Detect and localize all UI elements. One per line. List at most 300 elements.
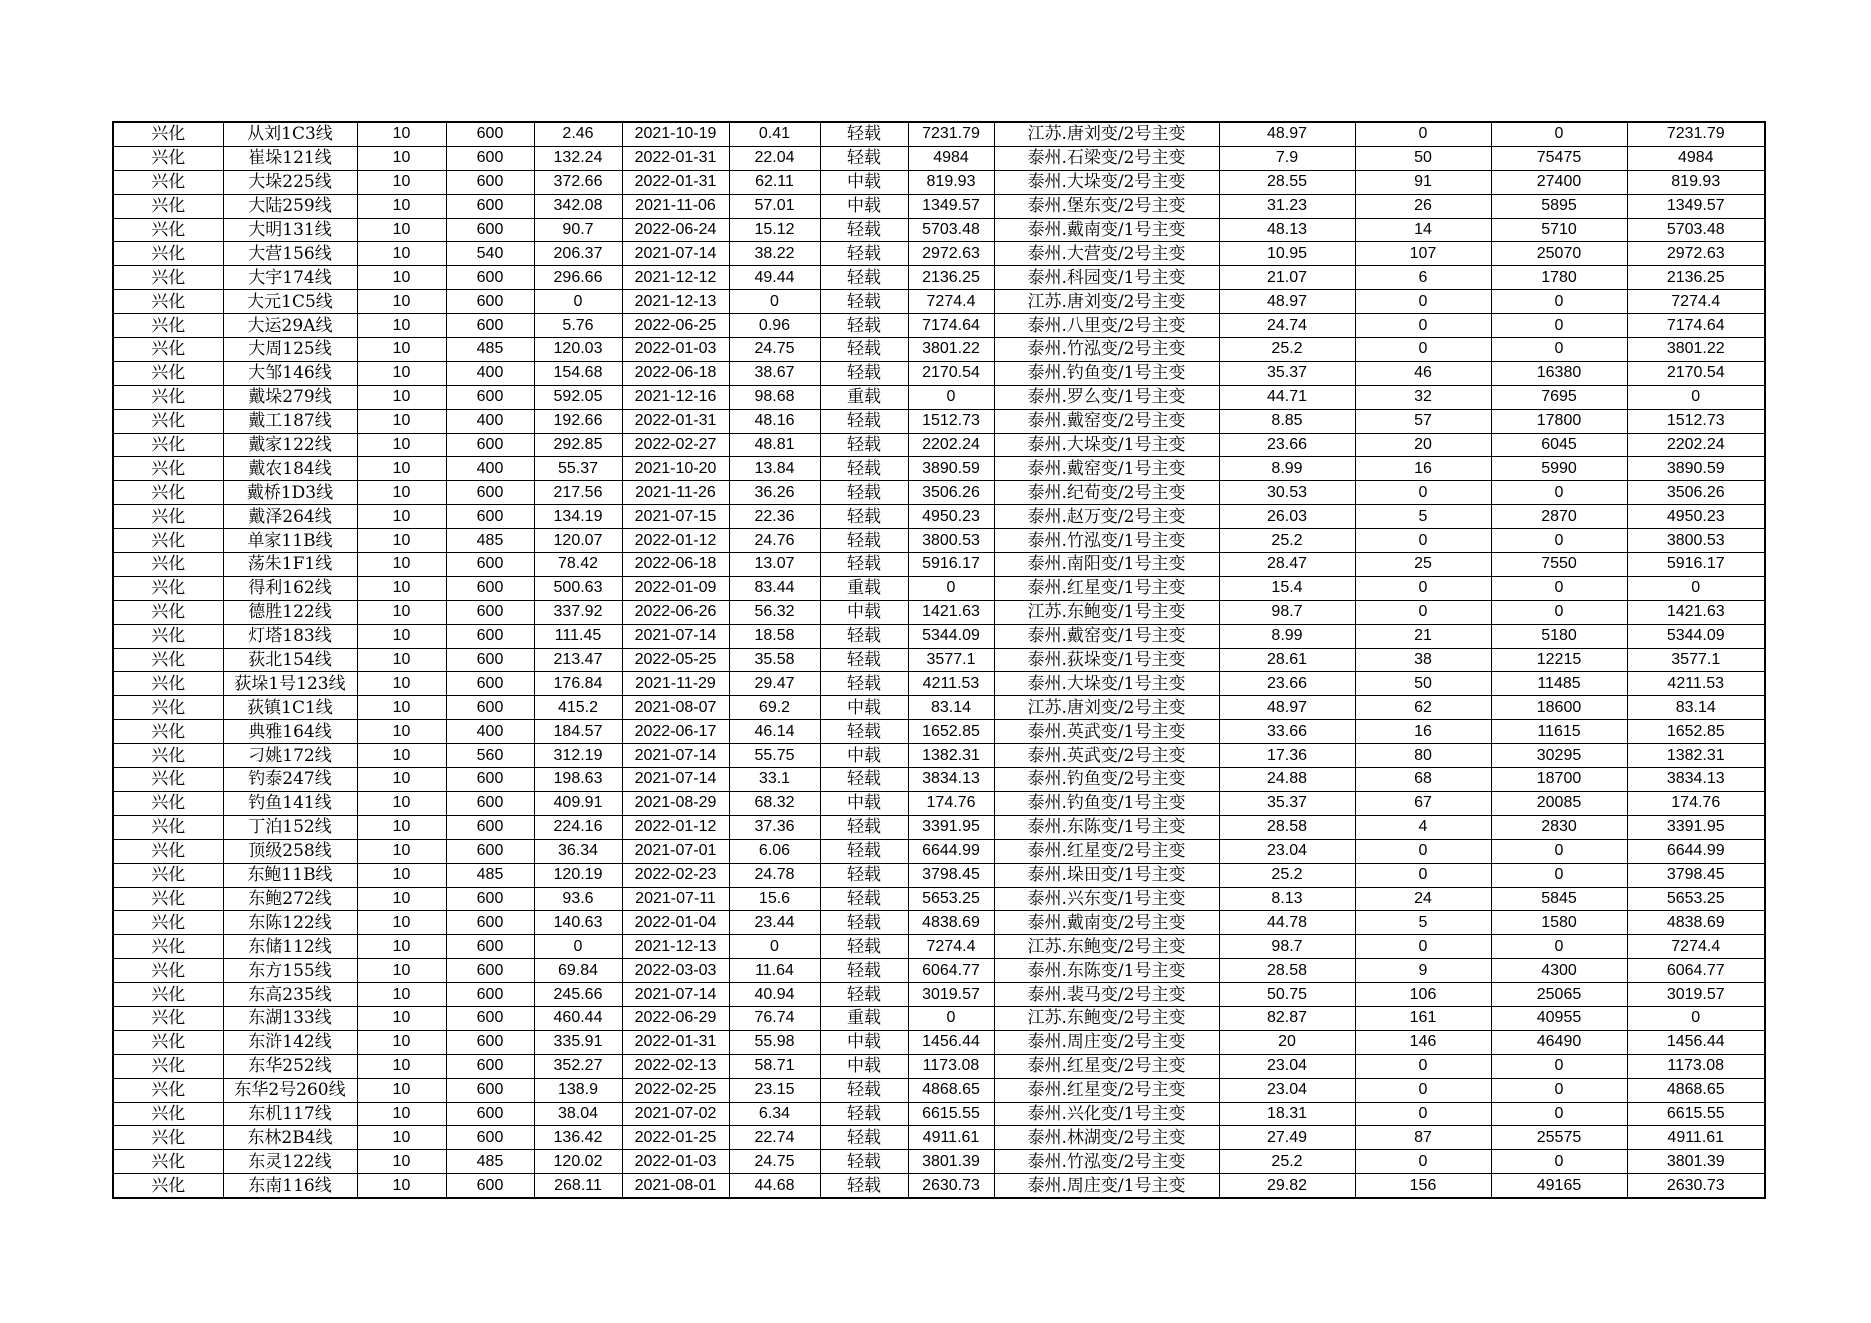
rated-current-cell: 600 [446,122,534,146]
transformer-load-rate-cell: 15.4 [1219,576,1355,600]
load-status-cell: 轻载 [820,1102,908,1126]
max-current-cell: 36.34 [534,839,622,863]
voltage-cell: 10 [357,433,446,457]
remaining-capacity-cell: 0 [1627,1006,1765,1030]
max-current-cell: 136.42 [534,1126,622,1150]
load-rate-cell: 6.06 [729,839,820,863]
substation-cell: 泰州.赵万变/2号主变 [994,505,1219,529]
date-cell: 2022-06-18 [622,553,729,577]
load-rate-cell: 35.58 [729,648,820,672]
rated-current-cell: 600 [446,553,534,577]
load-rate-cell: 46.14 [729,720,820,744]
remaining-capacity-cell: 2136.25 [1627,266,1765,290]
feeder-name-cell: 钓鱼141线 [223,791,357,815]
substation-cell: 泰州.竹泓变/2号主变 [994,338,1219,362]
transformer-load-rate-cell: 23.66 [1219,672,1355,696]
rated-current-cell: 600 [446,624,534,648]
remaining-capacity-cell: 7231.79 [1627,122,1765,146]
table-row [113,744,1765,768]
max-current-cell: 134.19 [534,505,622,529]
load-status-cell: 轻载 [820,314,908,338]
pending-count-cell: 161 [1355,1006,1491,1030]
remaining-capacity-cell: 5916.17 [1627,553,1765,577]
remaining-capacity-cell: 3800.53 [1627,529,1765,553]
load-status-cell: 轻载 [820,1174,908,1198]
pending-count-cell: 156 [1355,1174,1491,1198]
available-capacity-cell: 2630.73 [908,1174,994,1198]
rated-current-cell: 400 [446,720,534,744]
max-current-cell: 198.63 [534,768,622,792]
voltage-cell: 10 [357,409,446,433]
table-row [113,576,1765,600]
substation-cell: 泰州.戴窑变/1号主变 [994,457,1219,481]
feeder-name-cell: 大垛225线 [223,170,357,194]
load-status-cell: 轻载 [820,433,908,457]
rated-current-cell: 600 [446,576,534,600]
available-capacity-cell: 3506.26 [908,481,994,505]
pending-capacity-cell: 0 [1491,481,1627,505]
load-rate-cell: 13.84 [729,457,820,481]
transformer-load-rate-cell: 28.61 [1219,648,1355,672]
feeder-name-cell: 东灵122线 [223,1150,357,1174]
pending-capacity-cell: 0 [1491,122,1627,146]
table-row [113,959,1765,983]
load-rate-cell: 62.11 [729,170,820,194]
available-capacity-cell: 0 [908,1006,994,1030]
feeder-name-cell: 大陆259线 [223,194,357,218]
date-cell: 2021-07-02 [622,1102,729,1126]
feeder-name-cell: 荻镇1C1线 [223,696,357,720]
load-status-cell: 重载 [820,1006,908,1030]
region-cell: 兴化 [113,385,223,409]
date-cell: 2022-01-12 [622,529,729,553]
remaining-capacity-cell: 3834.13 [1627,768,1765,792]
load-status-cell: 中载 [820,1054,908,1078]
date-cell: 2022-02-27 [622,433,729,457]
date-cell: 2022-02-23 [622,863,729,887]
feeder-name-cell: 东方155线 [223,959,357,983]
remaining-capacity-cell: 3506.26 [1627,481,1765,505]
remaining-capacity-cell: 7174.64 [1627,314,1765,338]
rated-current-cell: 600 [446,887,534,911]
date-cell: 2021-10-19 [622,122,729,146]
transformer-load-rate-cell: 8.13 [1219,887,1355,911]
pending-count-cell: 46 [1355,361,1491,385]
date-cell: 2021-08-29 [622,791,729,815]
pending-capacity-cell: 2830 [1491,815,1627,839]
max-current-cell: 69.84 [534,959,622,983]
transformer-load-rate-cell: 50.75 [1219,983,1355,1007]
available-capacity-cell: 1456.44 [908,1030,994,1054]
pending-count-cell: 87 [1355,1126,1491,1150]
substation-cell: 泰州.钓鱼变/2号主变 [994,768,1219,792]
pending-count-cell: 0 [1355,1102,1491,1126]
pending-capacity-cell: 18600 [1491,696,1627,720]
date-cell: 2021-07-14 [622,624,729,648]
substation-cell: 泰州.红星变/1号主变 [994,576,1219,600]
voltage-cell: 10 [357,887,446,911]
transformer-load-rate-cell: 25.2 [1219,338,1355,362]
feeder-name-cell: 大运29A线 [223,314,357,338]
pending-capacity-cell: 0 [1491,529,1627,553]
load-rate-cell: 22.74 [729,1126,820,1150]
load-rate-cell: 23.44 [729,911,820,935]
available-capacity-cell: 6064.77 [908,959,994,983]
pending-capacity-cell: 46490 [1491,1030,1627,1054]
feeder-name-cell: 德胜122线 [223,600,357,624]
load-rate-cell: 76.74 [729,1006,820,1030]
pending-count-cell: 0 [1355,338,1491,362]
pending-capacity-cell: 0 [1491,1078,1627,1102]
rated-current-cell: 600 [446,1030,534,1054]
date-cell: 2021-11-29 [622,672,729,696]
voltage-cell: 10 [357,768,446,792]
available-capacity-cell: 3834.13 [908,768,994,792]
pending-count-cell: 50 [1355,672,1491,696]
load-rate-cell: 11.64 [729,959,820,983]
date-cell: 2021-11-26 [622,481,729,505]
pending-count-cell: 14 [1355,218,1491,242]
substation-cell: 泰州.钓鱼变/1号主变 [994,791,1219,815]
region-cell: 兴化 [113,481,223,505]
feeder-name-cell: 东华2号260线 [223,1078,357,1102]
available-capacity-cell: 4911.61 [908,1126,994,1150]
available-capacity-cell: 7174.64 [908,314,994,338]
pending-count-cell: 0 [1355,529,1491,553]
load-status-cell: 中载 [820,194,908,218]
table-row [113,1006,1765,1030]
remaining-capacity-cell: 4984 [1627,146,1765,170]
rated-current-cell: 600 [446,1102,534,1126]
table-row [113,1078,1765,1102]
substation-cell: 江苏.东鲍变/1号主变 [994,600,1219,624]
rated-current-cell: 600 [446,1078,534,1102]
voltage-cell: 10 [357,1150,446,1174]
region-cell: 兴化 [113,266,223,290]
remaining-capacity-cell: 2202.24 [1627,433,1765,457]
load-rate-cell: 56.32 [729,600,820,624]
transformer-load-rate-cell: 10.95 [1219,242,1355,266]
pending-capacity-cell: 16380 [1491,361,1627,385]
pending-count-cell: 20 [1355,433,1491,457]
remaining-capacity-cell: 2630.73 [1627,1174,1765,1198]
available-capacity-cell: 2972.63 [908,242,994,266]
table-row [113,122,1765,146]
region-cell: 兴化 [113,194,223,218]
load-status-cell: 轻载 [820,839,908,863]
region-cell: 兴化 [113,361,223,385]
region-cell: 兴化 [113,409,223,433]
date-cell: 2021-07-11 [622,887,729,911]
load-rate-cell: 83.44 [729,576,820,600]
load-rate-cell: 24.76 [729,529,820,553]
load-status-cell: 轻载 [820,242,908,266]
load-status-cell: 轻载 [820,529,908,553]
max-current-cell: 415.2 [534,696,622,720]
transformer-load-rate-cell: 48.13 [1219,218,1355,242]
available-capacity-cell: 5916.17 [908,553,994,577]
date-cell: 2022-05-25 [622,648,729,672]
load-rate-cell: 15.6 [729,887,820,911]
transformer-load-rate-cell: 21.07 [1219,266,1355,290]
load-status-cell: 重载 [820,385,908,409]
transformer-load-rate-cell: 31.23 [1219,194,1355,218]
date-cell: 2021-07-14 [622,242,729,266]
load-rate-cell: 55.98 [729,1030,820,1054]
available-capacity-cell: 0 [908,385,994,409]
substation-cell: 泰州.戴窑变/1号主变 [994,624,1219,648]
date-cell: 2022-06-18 [622,361,729,385]
region-cell: 兴化 [113,839,223,863]
substation-cell: 泰州.戴南变/2号主变 [994,911,1219,935]
region-cell: 兴化 [113,529,223,553]
remaining-capacity-cell: 6615.55 [1627,1102,1765,1126]
pending-capacity-cell: 12215 [1491,648,1627,672]
available-capacity-cell: 3801.22 [908,338,994,362]
remaining-capacity-cell: 174.76 [1627,791,1765,815]
load-status-cell: 中载 [820,600,908,624]
max-current-cell: 224.16 [534,815,622,839]
feeder-load-table [112,121,1766,1199]
available-capacity-cell: 4868.65 [908,1078,994,1102]
region-cell: 兴化 [113,983,223,1007]
feeder-name-cell: 戴家122线 [223,433,357,457]
voltage-cell: 10 [357,529,446,553]
date-cell: 2022-01-04 [622,911,729,935]
pending-capacity-cell: 5710 [1491,218,1627,242]
max-current-cell: 460.44 [534,1006,622,1030]
available-capacity-cell: 1512.73 [908,409,994,433]
feeder-name-cell: 东鲍11B线 [223,863,357,887]
date-cell: 2022-06-29 [622,1006,729,1030]
load-status-cell: 轻载 [820,768,908,792]
pending-count-cell: 0 [1355,314,1491,338]
load-rate-cell: 44.68 [729,1174,820,1198]
max-current-cell: 90.7 [534,218,622,242]
substation-cell: 泰州.竹泓变/2号主变 [994,1150,1219,1174]
date-cell: 2021-12-16 [622,385,729,409]
remaining-capacity-cell: 7274.4 [1627,290,1765,314]
load-status-cell: 轻载 [820,122,908,146]
region-cell: 兴化 [113,146,223,170]
transformer-load-rate-cell: 28.58 [1219,959,1355,983]
date-cell: 2021-07-14 [622,983,729,1007]
voltage-cell: 10 [357,791,446,815]
pending-count-cell: 0 [1355,1078,1491,1102]
pending-count-cell: 38 [1355,648,1491,672]
region-cell: 兴化 [113,696,223,720]
table-row [113,1174,1765,1198]
feeder-name-cell: 戴桥1D3线 [223,481,357,505]
region-cell: 兴化 [113,600,223,624]
available-capacity-cell: 1652.85 [908,720,994,744]
feeder-name-cell: 大元1C5线 [223,290,357,314]
pending-count-cell: 67 [1355,791,1491,815]
voltage-cell: 10 [357,1126,446,1150]
region-cell: 兴化 [113,433,223,457]
max-current-cell: 296.66 [534,266,622,290]
rated-current-cell: 600 [446,194,534,218]
pending-capacity-cell: 0 [1491,839,1627,863]
voltage-cell: 10 [357,696,446,720]
max-current-cell: 93.6 [534,887,622,911]
available-capacity-cell: 3019.57 [908,983,994,1007]
voltage-cell: 10 [357,122,446,146]
date-cell: 2022-01-09 [622,576,729,600]
load-rate-cell: 18.58 [729,624,820,648]
rated-current-cell: 600 [446,1054,534,1078]
date-cell: 2021-07-14 [622,768,729,792]
available-capacity-cell: 2202.24 [908,433,994,457]
pending-count-cell: 4 [1355,815,1491,839]
feeder-name-cell: 东高235线 [223,983,357,1007]
load-status-cell: 轻载 [820,146,908,170]
transformer-load-rate-cell: 98.7 [1219,600,1355,624]
pending-capacity-cell: 7695 [1491,385,1627,409]
table-row [113,1150,1765,1174]
pending-capacity-cell: 0 [1491,314,1627,338]
load-status-cell: 轻载 [820,457,908,481]
pending-capacity-cell: 0 [1491,1102,1627,1126]
load-status-cell: 中载 [820,791,908,815]
table-row [113,696,1765,720]
region-cell: 兴化 [113,338,223,362]
date-cell: 2022-02-13 [622,1054,729,1078]
load-status-cell: 轻载 [820,361,908,385]
table-row [113,815,1765,839]
load-rate-cell: 36.26 [729,481,820,505]
available-capacity-cell: 174.76 [908,791,994,815]
load-status-cell: 轻载 [820,1126,908,1150]
feeder-name-cell: 东华252线 [223,1054,357,1078]
table-row [113,242,1765,266]
voltage-cell: 10 [357,505,446,529]
load-rate-cell: 6.34 [729,1102,820,1126]
pending-capacity-cell: 6045 [1491,433,1627,457]
load-rate-cell: 40.94 [729,983,820,1007]
table-row [113,314,1765,338]
available-capacity-cell: 2136.25 [908,266,994,290]
voltage-cell: 10 [357,1174,446,1198]
date-cell: 2021-08-01 [622,1174,729,1198]
remaining-capacity-cell: 4911.61 [1627,1126,1765,1150]
voltage-cell: 10 [357,266,446,290]
remaining-capacity-cell: 2170.54 [1627,361,1765,385]
voltage-cell: 10 [357,170,446,194]
transformer-load-rate-cell: 28.55 [1219,170,1355,194]
voltage-cell: 10 [357,839,446,863]
transformer-load-rate-cell: 23.04 [1219,1078,1355,1102]
pending-count-cell: 68 [1355,768,1491,792]
transformer-load-rate-cell: 8.85 [1219,409,1355,433]
substation-cell: 泰州.堡东变/2号主变 [994,194,1219,218]
pending-count-cell: 21 [1355,624,1491,648]
voltage-cell: 10 [357,935,446,959]
pending-capacity-cell: 5845 [1491,887,1627,911]
remaining-capacity-cell: 4838.69 [1627,911,1765,935]
pending-capacity-cell: 11615 [1491,720,1627,744]
voltage-cell: 10 [357,1078,446,1102]
available-capacity-cell: 4950.23 [908,505,994,529]
available-capacity-cell: 4211.53 [908,672,994,696]
transformer-load-rate-cell: 30.53 [1219,481,1355,505]
feeder-name-cell: 得利162线 [223,576,357,600]
date-cell: 2021-08-07 [622,696,729,720]
max-current-cell: 55.37 [534,457,622,481]
remaining-capacity-cell: 3890.59 [1627,457,1765,481]
pending-count-cell: 0 [1355,1054,1491,1078]
rated-current-cell: 600 [446,481,534,505]
load-status-cell: 轻载 [820,911,908,935]
remaining-capacity-cell: 1512.73 [1627,409,1765,433]
voltage-cell: 10 [357,242,446,266]
feeder-name-cell: 东储112线 [223,935,357,959]
substation-cell: 江苏.东鲍变/2号主变 [994,935,1219,959]
max-current-cell: 335.91 [534,1030,622,1054]
region-cell: 兴化 [113,768,223,792]
pending-count-cell: 80 [1355,744,1491,768]
load-status-cell: 中载 [820,744,908,768]
remaining-capacity-cell: 3577.1 [1627,648,1765,672]
load-rate-cell: 29.47 [729,672,820,696]
date-cell: 2022-06-26 [622,600,729,624]
table-row [113,863,1765,887]
date-cell: 2022-06-25 [622,314,729,338]
pending-capacity-cell: 0 [1491,863,1627,887]
load-rate-cell: 15.12 [729,218,820,242]
transformer-load-rate-cell: 25.2 [1219,1150,1355,1174]
table-row [113,194,1765,218]
date-cell: 2022-01-03 [622,1150,729,1174]
rated-current-cell: 600 [446,839,534,863]
table-row [113,887,1765,911]
table-row [113,481,1765,505]
rated-current-cell: 600 [446,170,534,194]
load-rate-cell: 0.96 [729,314,820,338]
pending-count-cell: 91 [1355,170,1491,194]
voltage-cell: 10 [357,815,446,839]
available-capacity-cell: 3890.59 [908,457,994,481]
rated-current-cell: 600 [446,314,534,338]
rated-current-cell: 600 [446,385,534,409]
pending-count-cell: 0 [1355,935,1491,959]
pending-capacity-cell: 0 [1491,290,1627,314]
load-rate-cell: 23.15 [729,1078,820,1102]
remaining-capacity-cell: 5653.25 [1627,887,1765,911]
transformer-load-rate-cell: 27.49 [1219,1126,1355,1150]
substation-cell: 泰州.荻垛变/1号主变 [994,648,1219,672]
max-current-cell: 132.24 [534,146,622,170]
substation-cell: 泰州.纪荀变/2号主变 [994,481,1219,505]
remaining-capacity-cell: 1421.63 [1627,600,1765,624]
pending-count-cell: 107 [1355,242,1491,266]
voltage-cell: 10 [357,672,446,696]
available-capacity-cell: 1349.57 [908,194,994,218]
voltage-cell: 10 [357,290,446,314]
pending-count-cell: 32 [1355,385,1491,409]
table-row [113,505,1765,529]
load-rate-cell: 55.75 [729,744,820,768]
load-rate-cell: 69.2 [729,696,820,720]
rated-current-cell: 600 [446,600,534,624]
load-rate-cell: 0.41 [729,122,820,146]
remaining-capacity-cell: 819.93 [1627,170,1765,194]
max-current-cell: 312.19 [534,744,622,768]
voltage-cell: 10 [357,863,446,887]
load-rate-cell: 0 [729,290,820,314]
transformer-load-rate-cell: 98.7 [1219,935,1355,959]
max-current-cell: 352.27 [534,1054,622,1078]
